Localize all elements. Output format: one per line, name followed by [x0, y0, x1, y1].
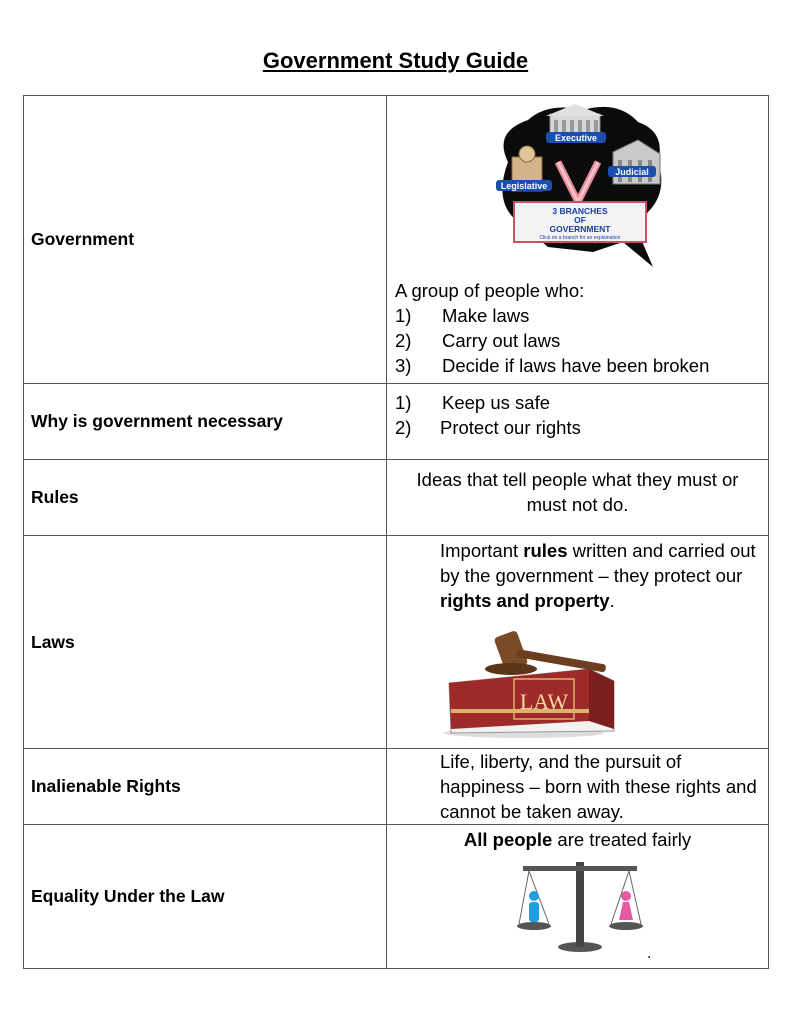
list-item: 2) Protect our rights	[395, 416, 581, 438]
list-item: 3) Decide if laws have been broken	[395, 354, 710, 376]
page-title: Government Study Guide	[262, 48, 529, 73]
term-equality: Equality Under the Law	[24, 825, 387, 969]
table-row	[24, 749, 769, 825]
list-item: 2) Carry out laws	[395, 329, 561, 351]
term-inalienable-rights: Inalienable Rights	[24, 749, 387, 825]
table-row	[24, 536, 769, 749]
definition-government	[387, 96, 769, 384]
list-item: 1) Keep us safe	[395, 391, 550, 413]
term-why-government: Why is government necessary	[24, 384, 387, 460]
definition-inalienable-rights: Life, liberty, and the pursuit of happiness – born with these rights and cannot be taken away.	[387, 749, 769, 825]
book-label: LAW	[519, 689, 569, 714]
banner-caption: Click on a branch for an explaination	[539, 234, 620, 241]
definition-laws: Important rules written and carried out by the government – they protect our rights and property. LAW	[387, 536, 769, 749]
table-row	[24, 96, 769, 384]
definition-rules: Ideas that tell people what they must or must not do.	[387, 460, 769, 536]
term-laws: Laws	[24, 536, 387, 749]
law-book-gavel-image	[439, 621, 629, 741]
scales-of-justice-image	[515, 854, 645, 954]
three-branches-image	[488, 102, 668, 272]
label-executive: Executive	[554, 132, 597, 143]
table-row	[24, 825, 769, 969]
label-judicial: Judicial	[614, 166, 649, 177]
label-legislative: Legislative	[500, 180, 547, 191]
definition-equality: All people are treated fairly .	[387, 825, 769, 969]
table-row	[24, 384, 769, 460]
footnote-dot: .	[647, 945, 652, 962]
table-row	[24, 460, 769, 536]
term-rules: Rules	[24, 460, 387, 536]
government-intro: A group of people who:	[395, 279, 585, 301]
banner-line-2: OF	[573, 214, 586, 225]
list-item: 1) Make laws	[395, 304, 530, 326]
term-government: Government	[24, 96, 387, 384]
study-guide-table	[23, 95, 769, 969]
banner-line-3: GOVERNMENT	[549, 223, 610, 234]
banner-line-1: 3 BRANCHES	[551, 205, 608, 216]
definition-why-government	[387, 384, 769, 460]
